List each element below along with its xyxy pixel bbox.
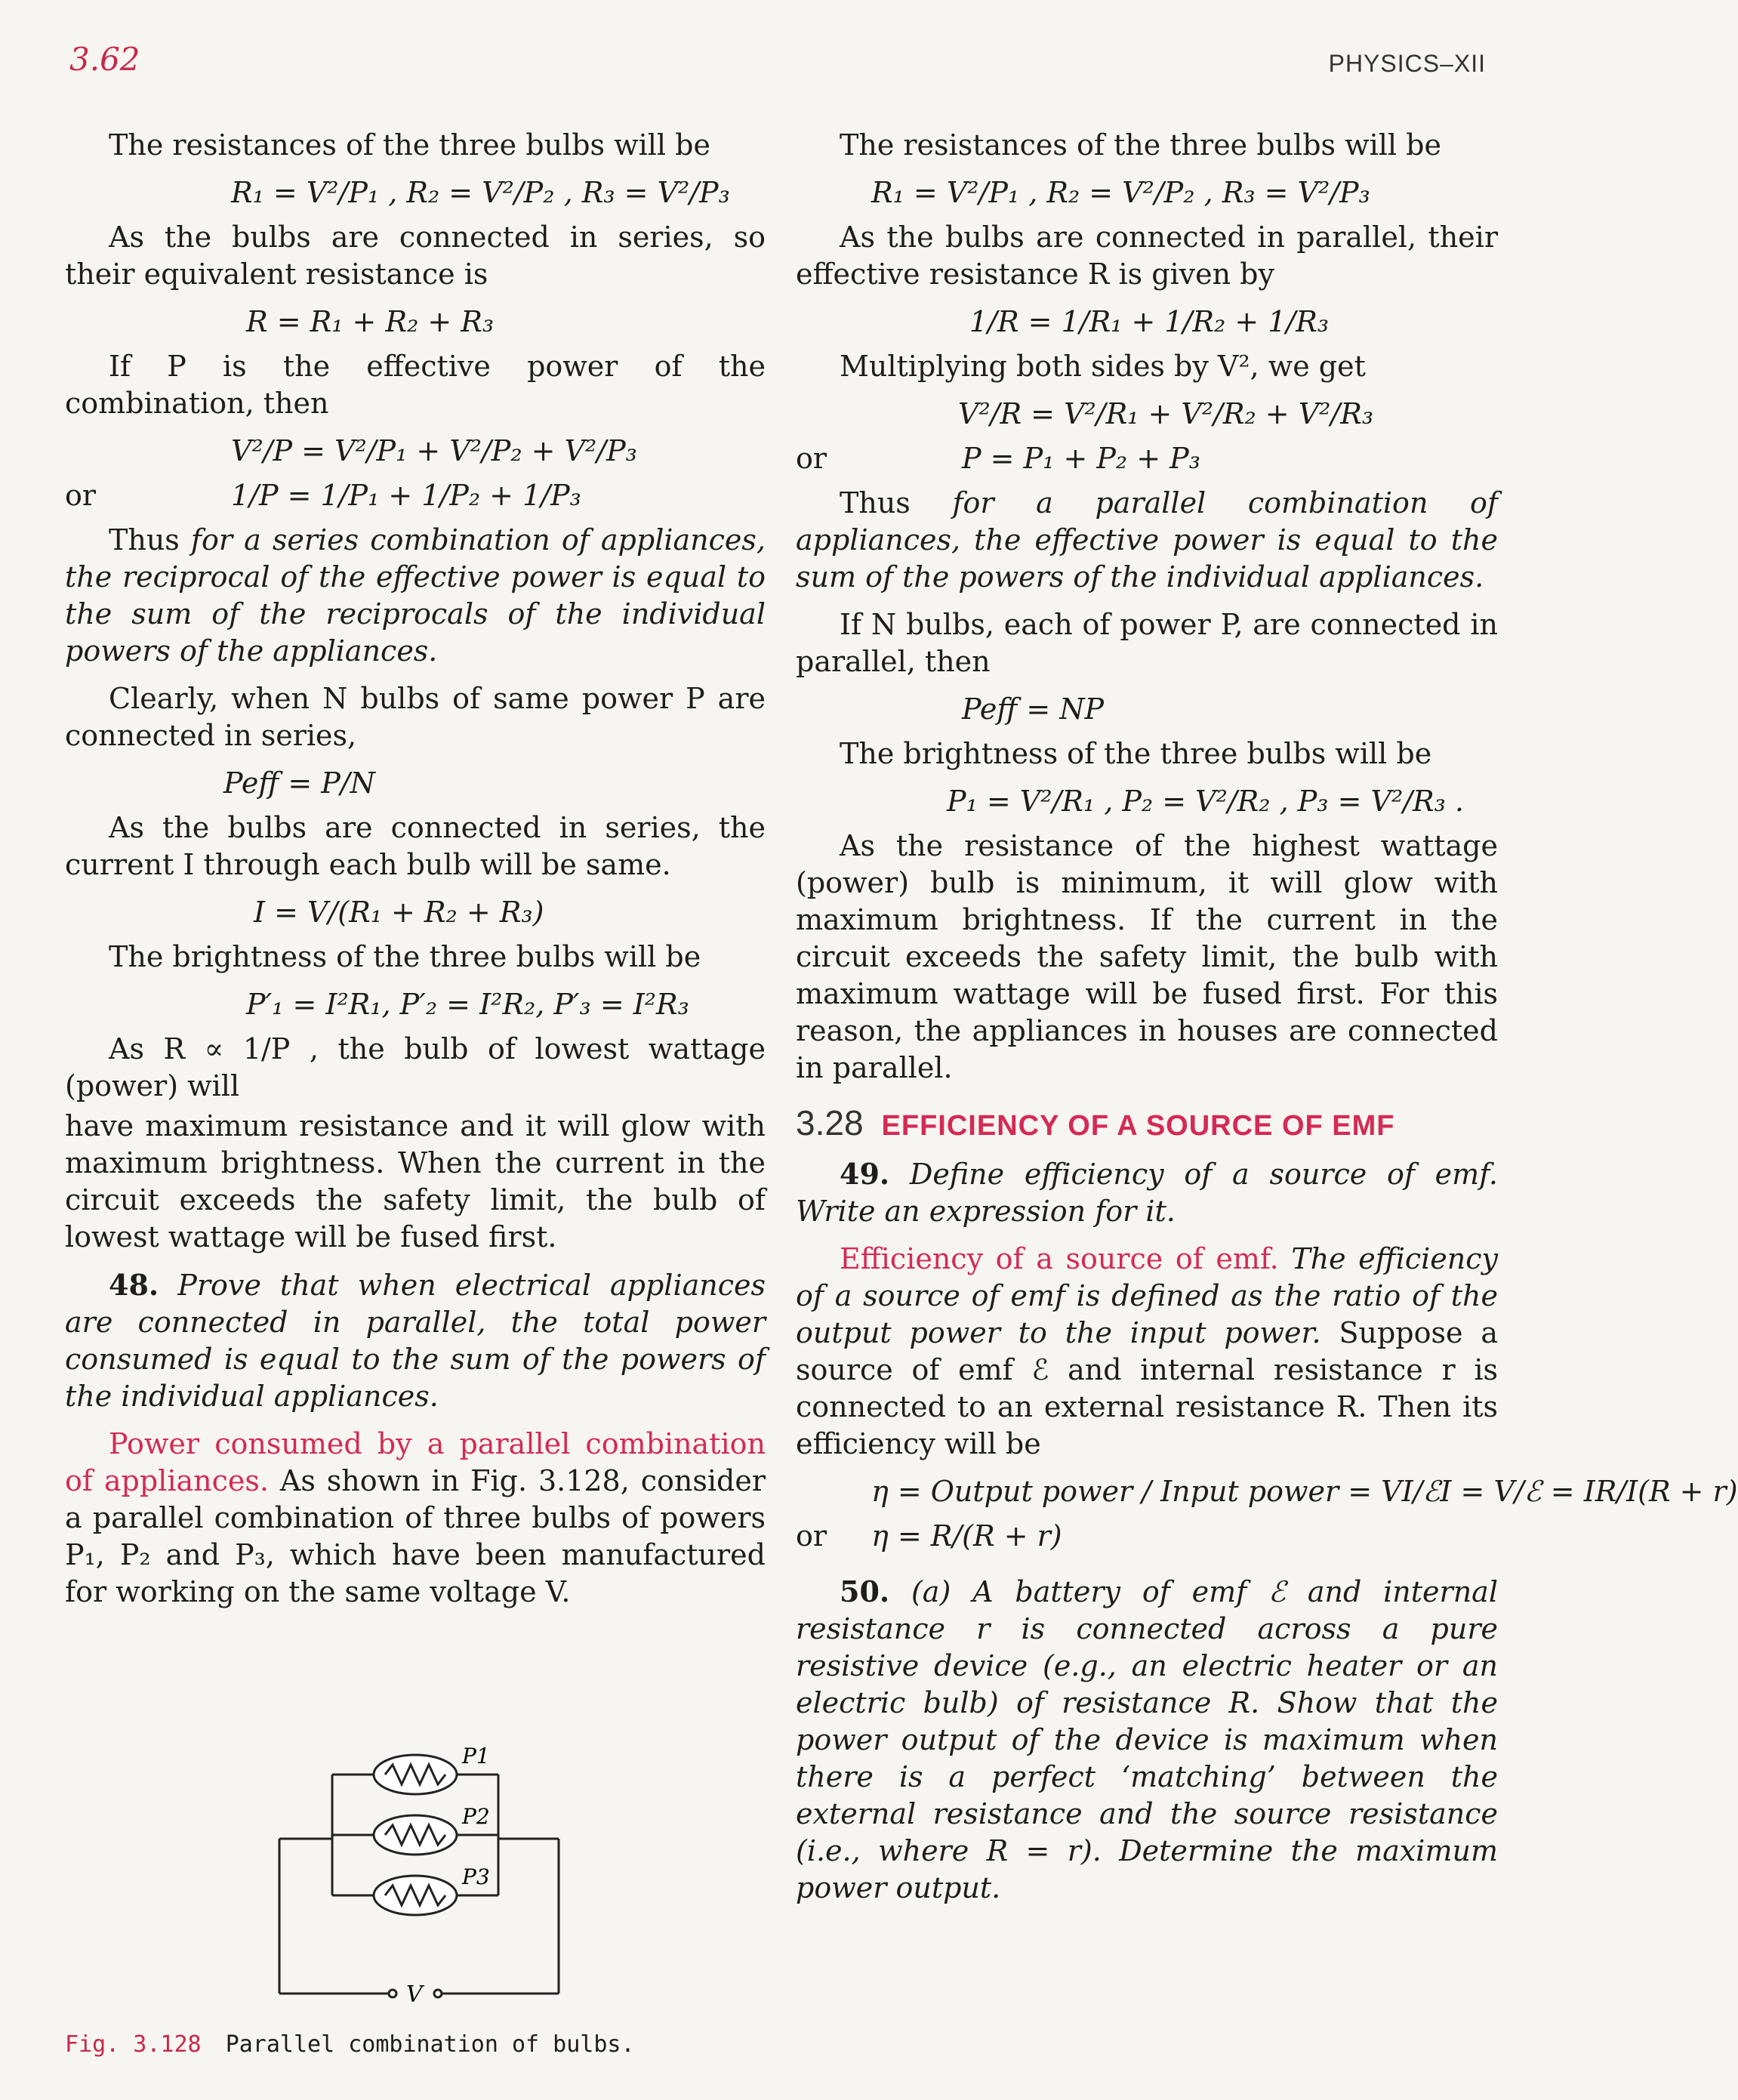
- paragraph: As the bulbs are connected in parallel, their effective resistance R is given by: [796, 220, 1498, 291]
- equation-brightness: P′₁ = I²R₁, P′₂ = I²R₂, P′₃ = I²R₃: [246, 988, 689, 1021]
- equation-current: I = V/(R₁ + R₂ + R₃): [254, 896, 544, 929]
- question-text: Define efficiency of a source of emf. Write an expression for it.: [796, 1158, 1498, 1228]
- answer-definition: The efficiency of a source of emf is defined as the ratio of the output power to the input power.: [796, 1242, 1498, 1349]
- equation-brightness: P₁ = V²/R₁ , P₂ = V²/R₂ , P₃ = V²/R₃ .: [947, 785, 1465, 818]
- paragraph: Multiplying both sides by V², we get: [840, 350, 1366, 383]
- equation-efficiency-2: η = R/(R + r): [871, 1519, 1062, 1553]
- label-p1: P1: [462, 1744, 490, 1769]
- label-p2: P2: [462, 1804, 490, 1829]
- answer-48: [65, 1426, 766, 1611]
- paragraph: have maximum resistance and it will glow with maximum brightness. When the current in the circuit exceeds the safety limit, the bulb of lowest wattage will be fused first.: [65, 1109, 766, 1254]
- label-v: V: [406, 1981, 423, 2008]
- question-text: (a) A battery of emf ℰ and internal resistance r is connected across a pure resistive device (e.g., an electric heater or an electric bulb) of resistance R. Show that the power output of the device is maximum when there is a perfect ‘matching’ between the external resistance and the source resistance (i.e., where R = r). Determine the maximum power output.: [796, 1575, 1498, 1904]
- answer-text: Suppose a source of emf ℰ and internal resistance r is connected to an external resistance R. Then its efficiency will be: [796, 1316, 1498, 1460]
- question-number: 49.: [840, 1157, 890, 1191]
- question-49: [796, 1155, 1498, 1230]
- page-number: 3.62: [69, 41, 140, 78]
- right-column: [796, 127, 1738, 1917]
- left-column: [65, 127, 766, 1621]
- figure-caption: [65, 2031, 635, 2058]
- question-48: [65, 1266, 766, 1415]
- or-label: or: [796, 442, 827, 475]
- section-title: EFFICIENCY OF A SOURCE OF EMF: [881, 1110, 1395, 1142]
- paragraph: The brightness of the three bulbs will be: [840, 737, 1432, 770]
- paragraph: As the bulbs are connected in series, the current I through each bulb will be same.: [65, 811, 766, 881]
- label-p3: P3: [462, 1864, 490, 1889]
- paragraph: The resistances of the three bulbs will be: [840, 128, 1441, 162]
- equation-power-v2: V²/P = V²/P₁ + V²/P₂ + V²/P₃: [231, 434, 637, 467]
- equation-peff: Peff = P/N: [223, 766, 375, 800]
- section-number: 3.28: [796, 1103, 864, 1143]
- figure-caption-label: Fig. 3.128: [65, 2031, 202, 2058]
- paragraph: As R ∝ 1/P , the bulb of lowest wattage (power) will: [65, 1032, 766, 1102]
- or-label: or: [796, 1519, 827, 1553]
- question-number: 50.: [840, 1574, 890, 1608]
- paragraph: The resistances of the three bulbs will be: [109, 128, 710, 162]
- equation-row: [796, 1518, 1498, 1555]
- series-statement: for a series combination of appliances, the reciprocal of the effective power is equal to the sum of the reciprocals of the individual powers of the appliances.: [65, 523, 766, 668]
- paragraph: [65, 522, 766, 670]
- equation-row: [796, 440, 1498, 477]
- equation-parallel-reciprocal: 1/R = 1/R₁ + 1/R₂ + 1/R₃: [969, 305, 1330, 338]
- section-heading: [796, 1105, 1498, 1145]
- answer-49: [796, 1241, 1498, 1463]
- parallel-bulbs-diagram: [264, 1733, 581, 2020]
- parallel-statement: for a parallel combination of appliances, the effective power is equal to the sum of the powers of the individual appliances.: [796, 486, 1498, 594]
- bulb-2: [374, 1815, 457, 1855]
- equation-v2: V²/R = V²/R₁ + V²/R₂ + V²/R₃: [958, 397, 1374, 430]
- thus-word: Thus: [840, 486, 911, 520]
- bulb-3: [374, 1876, 457, 1915]
- paragraph: As the resistance of the highest wattage (power) bulb is minimum, it will glow with maximum brightness. If the current in the circuit exceeds the safety limit, the bulb with maximum wattage will be fused first. For this reason, the appliances in houses are connected in parallel.: [796, 829, 1498, 1084]
- paragraph: If N bulbs, each of power P, are connected in parallel, then: [796, 608, 1498, 678]
- paragraph: As the bulbs are connected in series, so their equivalent resistance is: [65, 220, 766, 291]
- thus-word: Thus: [109, 523, 180, 557]
- equation-resistances: R₁ = V²/P₁ , R₂ = V²/P₂ , R₃ = V²/P₃: [231, 176, 730, 209]
- answer-heading: Power consumed by a parallel combination of appliances.: [65, 1427, 766, 1497]
- equation-peff: Peff = NP: [962, 692, 1105, 726]
- question-text: Prove that when electrical appliances are connected in parallel, the total power consumed is equal to the sum of the powers of the individual appliances.: [65, 1269, 766, 1413]
- figure-caption-text: Parallel combination of bulbs.: [225, 2031, 635, 2058]
- bulb-1: [374, 1755, 457, 1794]
- paragraph: [796, 485, 1498, 596]
- equation-resistances: R₁ = V²/P₁ , R₂ = V²/P₂ , R₃ = V²/P₃: [871, 176, 1370, 209]
- question-number: 48.: [109, 1268, 159, 1302]
- paragraph: If P is the effective power of the combination, then: [65, 350, 766, 420]
- question-50: [796, 1573, 1498, 1907]
- running-head: PHYSICS–XII: [1328, 50, 1486, 77]
- or-label: or: [65, 479, 97, 512]
- equation-row: [65, 477, 766, 514]
- equation-efficiency: η = Output power / Input power = VI/ℰI = V/ℰ = IR/I(R + r): [871, 1475, 1738, 1508]
- answer-text: As shown in Fig. 3.128, consider a parallel combination of three bulbs of powers P₁, P₂ and P₃, which have been manufactured for working on the same voltage V.: [65, 1464, 766, 1608]
- equation-series-sum: R = R₁ + R₂ + R₃: [246, 305, 495, 338]
- answer-heading: Efficiency of a source of emf.: [840, 1242, 1279, 1275]
- equation-power-sum: P = P₁ + P₂ + P₃: [962, 442, 1200, 475]
- paragraph: Clearly, when N bulbs of same power P are connected in series,: [65, 682, 766, 752]
- paragraph: The brightness of the three bulbs will be: [109, 940, 701, 973]
- equation-power-reciprocal: 1/P = 1/P₁ + 1/P₂ + 1/P₃: [231, 479, 581, 512]
